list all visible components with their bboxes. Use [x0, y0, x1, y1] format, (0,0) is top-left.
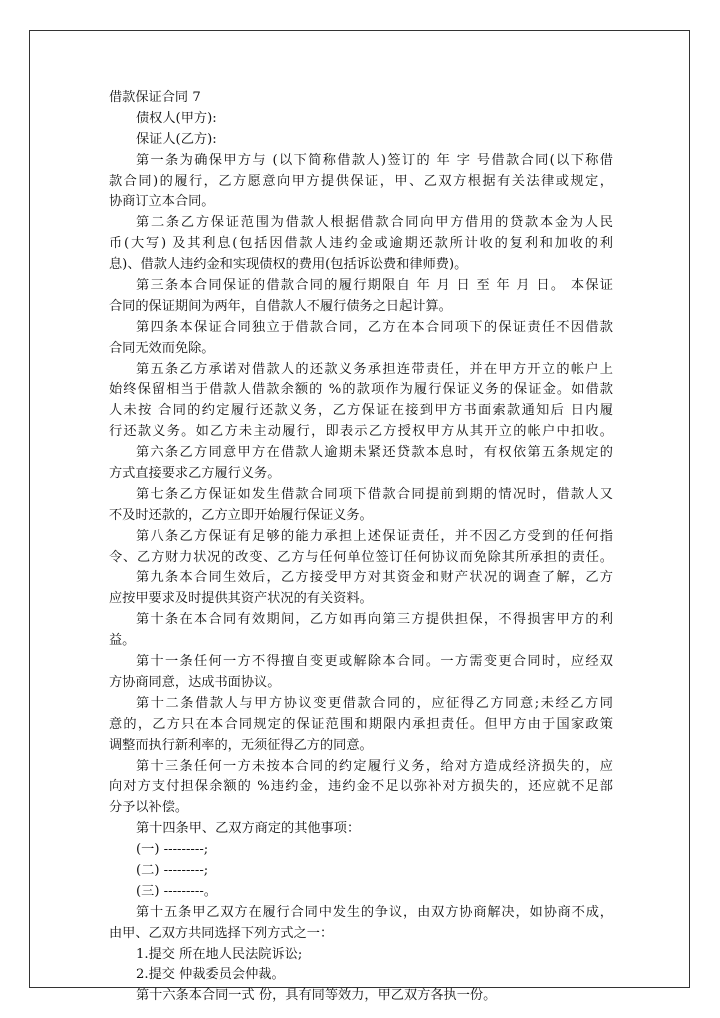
text-line: (二) ---------;: [136, 862, 209, 878]
text-line: 债权人(甲方):: [136, 110, 217, 126]
text-line: 第三条本合同保证的借款合同的履行期限自 年 月 日 至 年 月 日。 本保证: [136, 278, 613, 294]
text-line: 第十三条任何一方未按本合同的约定履行义务，给对方造成经济损失的，应: [136, 758, 613, 774]
text-line: 分予以补偿。: [109, 800, 189, 816]
text-line: 合同无效而免除。: [109, 340, 215, 356]
text-line: 协商订立本合同。: [109, 194, 215, 210]
text-line: 款合同)的履行，乙方愿意向甲方提供保证，甲、乙双方根据有关法律或规定，: [109, 173, 613, 189]
text-line: 意的，乙方只在本合同规定的保证范围和期限内承担责任。但甲方由于国家政策: [109, 716, 613, 732]
text-line: 第一条为确保甲方与 (以下简称借款人)签订的 年 字 号借款合同(以下称借: [136, 152, 613, 168]
text-line: 第十五条甲乙双方在履行合同中发生的争议，由双方协商解决，如协商不成，: [136, 904, 613, 920]
text-line: (一) ---------;: [136, 842, 209, 858]
text-line: 始终保留相当于借款人借款余额的 %的款项作为履行保证义务的保证金。如借款: [109, 382, 613, 398]
text-line: 保证人(乙方):: [136, 131, 217, 147]
text-line: 1.提交 所在地人民法院诉讼;: [136, 946, 303, 962]
text-line: 第七条乙方保证如发生借款合同项下借款合同提前到期的情况时，借款人又: [136, 486, 613, 502]
text-line: 第十二条借款人与甲方协议变更借款合同的，应征得乙方同意;未经乙方同: [136, 695, 613, 711]
text-line: 方式直接要求乙方履行义务。: [109, 466, 281, 482]
text-line: 息)、借款人违约金和实现债权的费用(包括诉讼费和律师费)。: [109, 257, 468, 273]
text-line: 合同的保证期间为两年，自借款人不履行债务之日起计算。: [109, 298, 452, 314]
text-line: 向对方支付担保余额的 %违约金，违约金不足以弥补对方损失的，还应就不足部: [109, 779, 613, 795]
text-line: 第二条乙方保证范围为借款人根据借款合同向甲方借用的贷款本金为人民: [136, 215, 613, 231]
document-title: 借款保证合同 7: [109, 90, 201, 105]
text-line: 第九条本合同生效后，乙方接受甲方对其资金和财产状况的调查了解，乙方: [136, 570, 613, 586]
text-line: 第十一条任何一方不得擅自变更或解除本合同。一方需变更合同时，应经双: [136, 654, 613, 670]
text-line: 由甲、乙双方共同选择下列方式之一：: [109, 925, 334, 941]
text-line: 益。: [109, 633, 136, 649]
text-line: 第六条乙方同意甲方在借款人逾期未紧还贷款本息时，有权依第五条规定的: [136, 445, 613, 461]
document-body: [109, 88, 613, 1007]
text-line: 应按甲要求及时提供其资产状况的有关资料。: [109, 591, 373, 607]
text-line: 第十四条甲、乙双方商定的其他事项：: [136, 821, 361, 837]
text-line: 行还款义务。如乙方未主动履行，即表示乙方授权甲方从其开立的帐户中扣收。: [109, 424, 613, 440]
text-line: 第八条乙方保证有足够的能力承担上述保证责任，并不因乙方受到的任何指: [136, 528, 613, 544]
text-line: 不及时还款的，乙方立即开始履行保证义务。: [109, 507, 373, 523]
text-line: 方协商同意，达成书面协议。: [109, 674, 281, 690]
text-line: 第十条在本合同有效期间，乙方如再向第三方提供担保，不得损害甲方的利: [136, 612, 613, 628]
text-line: 令、乙方财力状况的改变、乙方与任何单位签订任何协议而免除其所承担的责任。: [109, 549, 613, 565]
text-line: 调整而执行新利率的，无须征得乙方的同意。: [109, 737, 373, 753]
text-line: 币(大写) 及其利息(包括因借款人违约金或逾期还款所计收的复利和加收的利: [109, 236, 613, 252]
text-line: 2.提交 仲裁委员会仲裁。: [136, 967, 285, 983]
text-line: 人未按 合同的约定履行还款义务，乙方保证在接到甲方书面索款通知后 日内履: [109, 403, 613, 419]
text-line: 第四条本保证合同独立于借款合同，乙方在本合同项下的保证责任不因借款: [136, 319, 613, 335]
text-line: 第十六条本合同一式 份，具有同等效力，甲乙双方各执一份。: [136, 988, 497, 1004]
text-line: (三) ---------。: [136, 883, 217, 899]
text-line: 第五条乙方承诺对借款人的还款义务承担连带责任，并在甲方开立的帐户上: [136, 361, 613, 377]
